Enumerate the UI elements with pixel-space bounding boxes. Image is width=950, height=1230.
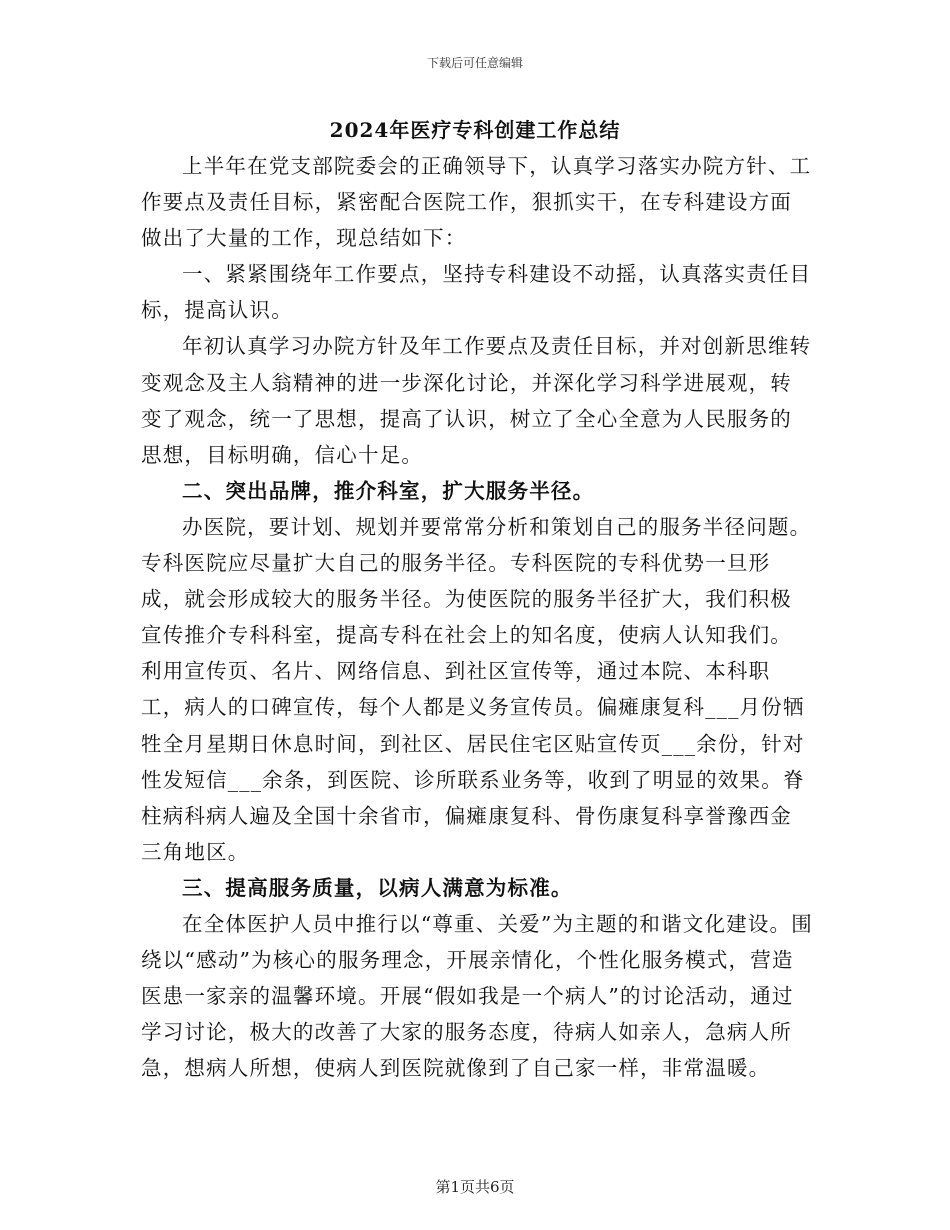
section-3-paragraph: 在全体医护人员中推行以“尊重、关爱”为主题的和谐文化建设。围绕以“感动”为核心的服务理念，开展亲情化，个性化服务模式，营造医患一家亲的温馨环境。开展“假如我是一个病人”的讨论活动，通过学习讨论，极大的改善了大家的服务态度，待病人如亲人，急病人所急，想病人所想，使病人到医院就像到了自己家一样，非常温暖。 <box>141 911 813 1081</box>
intro-paragraph: 上半年在党支部院委会的正确领导下，认真学习落实办院方针、工作要点及责任目标，紧密配合医院工作，狠抓实干，在专科建设方面做出了大量的工作，现总结如下： <box>141 154 812 251</box>
section-2-heading: 二、突出品牌，推介科室，扩大服务半径。 <box>182 478 595 503</box>
section-2-paragraph: 办医院，要计划、规划并要常常分析和策划自己的服务半径问题。专科医院应尽量扩大自己的服务半径。专科医院的专科优势一旦形成，就会形成较大的服务半径。为使医院的服务半径扩大，我们积极宣传推介专科科室，提高专科在社会上的知名度，使病人认知我们。利用宣传页、名片、网络信息、到社区宣传等，通过本院、本科职工，病人的口碑宣传，每个人都是义务宣传员。偏瘫康复科___月份牺牲全月星期日休息时间，到社区、居民住宅区贴宣传页___余份，针对性发短信___余条，到医院、诊所联系业务等，收到了明显的效果。脊柱病科病人遍及全国十余省市，偏瘫康复科、骨伤康复科享誉豫西金三角地区。 <box>141 514 812 864</box>
section-3-heading: 三、提高服务质量，以病人满意为标准。 <box>182 875 573 900</box>
section-1-paragraph: 年初认真学习办院方针及年工作要点及责任目标，并对创新思维转变观念及主人翁精神的进一步深化讨论，并深化学习科学进展观，转变了观念，统一了思想，提高了认识，树立了全心全意为人民服务的思想，目标明确，信心十足。 <box>141 334 812 467</box>
page-number: 第1页共6页 <box>435 1178 515 1196</box>
document-body <box>141 148 813 1086</box>
section-1-heading: 一、紧紧围绕年工作要点，坚持专科建设不动摇，认真落实责任目标，提高认识。 <box>141 262 812 323</box>
document-title: 2024年医疗专科创建工作总结 <box>329 118 621 142</box>
header-note: 下载后可任意编辑 <box>426 56 523 70</box>
